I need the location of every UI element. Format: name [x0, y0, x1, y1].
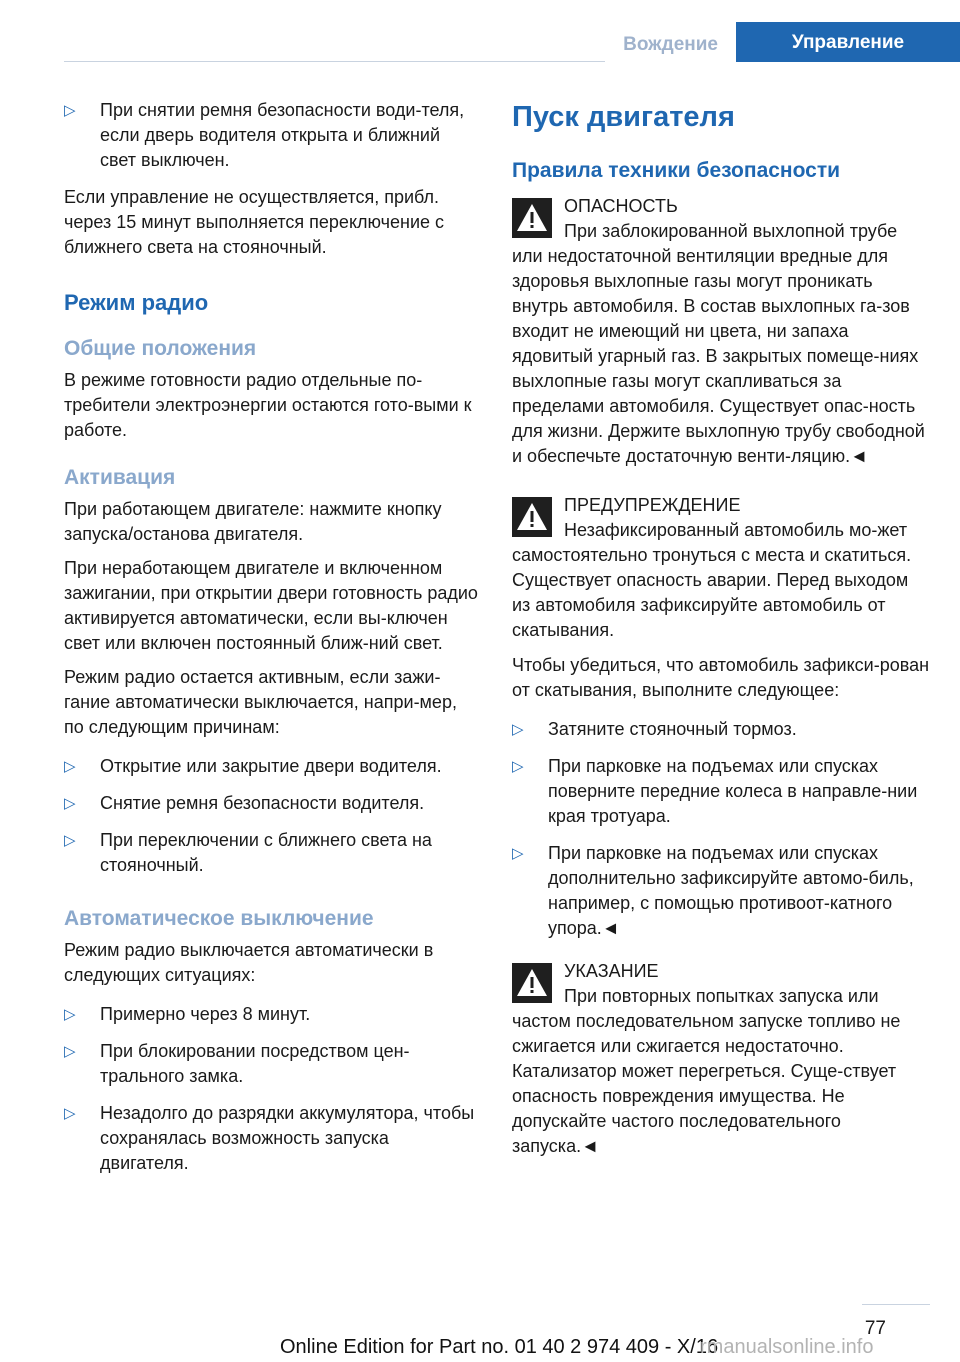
- page-title: Пуск двигателя: [512, 101, 735, 133]
- subsection-heading: Общие положения: [64, 337, 257, 360]
- tab-active[interactable]: Управление: [736, 22, 960, 62]
- bullet-triangle-icon: ▷: [64, 758, 76, 775]
- warning-block-notice: [512, 959, 930, 1159]
- warning-title: УКАЗАНИЕ: [564, 961, 659, 981]
- warning-title: ОПАСНОСТЬ: [564, 196, 678, 216]
- list-item: ▷ Примерно через 8 минут.: [64, 1002, 480, 1027]
- paragraph: Режим радио остается активным, если зажи-гание автоматически выключается, напри-мер, по следующим причинам:: [64, 667, 457, 737]
- list-item: ▷ При блокировании посредством цен-трального замка.: [64, 1041, 410, 1086]
- bullet-triangle-icon: ▷: [64, 1105, 76, 1122]
- page-header: [0, 0, 960, 62]
- bullet-triangle-icon: ▷: [64, 832, 76, 849]
- list-item: ▷ При парковке на подъемах или спусках поверните передние колеса в направле-нии края тротуара.: [512, 756, 918, 826]
- paragraph: Режим радио выключается автоматически в следующих ситуациях:: [64, 940, 434, 985]
- list-item: ▷ Незадолго до разрядки аккумулятора, чтобы сохранялась возможность запуска двигателя.: [64, 1103, 475, 1173]
- paragraph: При неработающем двигателе и включенном зажигании, при открытии двери готовность радио активируется автоматически, если вы-ключен свет или включен постоянный ближ-ний свет.: [64, 558, 478, 653]
- footer-rule: [862, 1304, 930, 1305]
- warning-triangle-icon: [512, 963, 552, 1003]
- page-number: 77: [864, 1318, 886, 1339]
- left-column: [64, 98, 480, 1188]
- list-item: ▷ Открытие или закрытие двери водителя.: [64, 754, 480, 779]
- bullet-triangle-icon: ▷: [512, 758, 524, 775]
- right-column: [512, 98, 930, 1177]
- section-heading: Правила техники безопасности: [512, 159, 841, 182]
- warning-title: ПРЕДУПРЕЖДЕНИЕ: [564, 495, 741, 515]
- paragraph: При работающем двигателе: нажмите кнопку запуска/останова двигателя.: [64, 499, 442, 544]
- paragraph: Чтобы убедиться, что автомобиль зафикси-рован от скатывания, выполните следующее:: [512, 655, 930, 700]
- list-item: ▷ Затяните стояночный тормоз.: [512, 717, 930, 742]
- bullet-triangle-icon: ▷: [64, 102, 76, 119]
- bullet-triangle-icon: ▷: [64, 1006, 76, 1023]
- subsection-heading: Автоматическое выключение: [64, 907, 374, 930]
- list-item: ▷ При парковке на подъемах или спусках дополнительно зафиксируйте автомо-биль, например, с помощью противоот-катного упора.◄: [512, 843, 914, 938]
- warning-triangle-icon: [512, 198, 552, 238]
- subsection-heading: Активация: [64, 466, 176, 489]
- list-item: ▷ При снятии ремня безопасности води-теля, если дверь водителя открыта и ближний свет выключен.: [64, 100, 465, 170]
- bullet-triangle-icon: ▷: [512, 721, 524, 738]
- paragraph: Если управление не осуществляется, прибл. через 15 минут выполняется переключение с ближнего света на стояночный.: [64, 187, 445, 257]
- warning-block-caution: [512, 493, 930, 643]
- edition-line: Online Edition for Part no. 01 40 2 974 409 - X/16: [280, 1336, 719, 1358]
- warning-text: При заблокированной выхлопной трубе или недостаточной вентиляции вредные для здоровья выхлопные газы могут проникать внутрь автомобиля. В состав выхлопных га-зов входит не имеющий ни цвета, ни запаха ядовитый угарный газ. В закрытых помеще-ниях выхлопные газы могут скапливаться за пределами автомобиля. Существует опас-ность для жизни. Держите выхлопную трубу свободной и обеспечьте достаточную венти-ляцию.◄: [512, 221, 925, 466]
- bullet-triangle-icon: ▷: [64, 795, 76, 812]
- watermark: rmanualsonline.info: [700, 1336, 874, 1358]
- warning-text: Незафиксированный автомобиль мо-жет самостоятельно тронуться с места и скатиться. Существует опасность аварии. Перед выходом из автомобиля зафиксируйте автомобиль от скатывания.: [512, 520, 912, 640]
- list-item: ▷ При переключении с ближнего света на стояночный.: [64, 830, 432, 875]
- list-item: ▷ Снятие ремня безопасности водителя.: [64, 791, 480, 816]
- warning-block-danger: [512, 194, 930, 469]
- bullet-triangle-icon: ▷: [512, 845, 524, 862]
- warning-text: При повторных попытках запуска или частом последовательном запуске топливо не сжигается или сжигается недостаточно. Катализатор может перегреться. Суще-ствует опасность повреждения имущества. Не допускайте частого последовательного запуска.◄: [512, 986, 901, 1156]
- bullet-triangle-icon: ▷: [64, 1043, 76, 1060]
- section-heading: Режим радио: [64, 290, 209, 315]
- paragraph: В режиме готовности радио отдельные по-требители электроэнергии остаются гото-выми к работе.: [64, 370, 472, 440]
- tab-section[interactable]: Вождение: [605, 27, 736, 62]
- warning-triangle-icon: [512, 497, 552, 537]
